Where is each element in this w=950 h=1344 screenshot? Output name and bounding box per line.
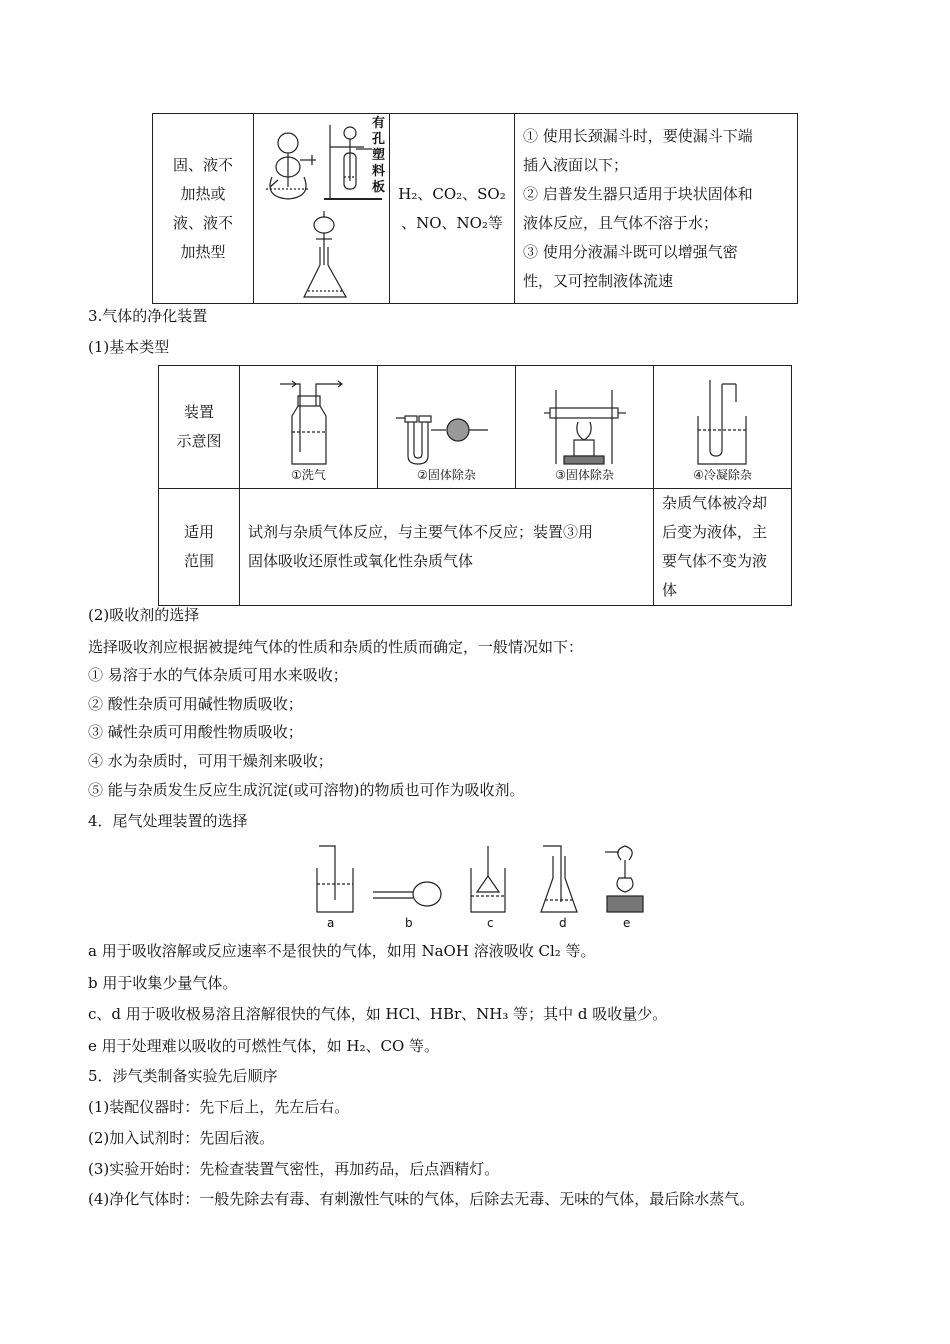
note-line: 性，又可控制液体流速 (523, 271, 674, 290)
gases-cell (390, 114, 515, 304)
type-line: 加热或 (180, 184, 226, 203)
wash-bottle-cell (240, 366, 378, 489)
section3-heading: 3.气体的净化装置 (88, 307, 208, 325)
row1-label-cell: 装置 示意图 (159, 366, 240, 489)
section4-heading: 4．尾气处理装置的选择 (88, 812, 248, 830)
para-line: (3)实验开始时：先检查装置气密性，再加药品，后点酒精灯。 (88, 1160, 500, 1178)
row2-right-cell: 杂质气体被冷却 后变为液体，主 要气体不变为液 体 (654, 489, 792, 606)
para-line: ④ 水为杂质时，可用干燥剂来吸收； (88, 752, 333, 770)
type-line: 固、液不 (172, 155, 233, 174)
tail-gas-figure (305, 840, 650, 932)
para-line: ② 酸性杂质可用碱性物质吸收； (88, 695, 303, 713)
notes-cell (515, 114, 798, 304)
flask-d-icon (541, 846, 577, 912)
gases-line: 、NO、NO₂等 (401, 213, 503, 232)
para-line: ③ 碱性杂质可用酸性物质吸收； (88, 723, 303, 741)
row2-text-cell: 试剂与杂质气体反应，与主要气体不反应；装置③用 固体吸收还原性或氧化性杂质气体 (240, 489, 654, 606)
beaker-a-icon (317, 846, 353, 912)
fig-label-b: b (405, 916, 413, 930)
caption-u-tube: ②固体除杂 (417, 467, 476, 482)
fig-label-c: c (487, 916, 494, 930)
para-line: (2)加入试剂时：先固后液。 (88, 1129, 275, 1147)
section3-sub2: (2)吸收剂的选择 (88, 606, 200, 624)
note-line: 液体反应，且气体不溶于水； (523, 213, 719, 232)
apparatus-figure-cell (254, 114, 390, 304)
para-line: e 用于处理难以吸收的可燃性气体，如 H₂、CO 等。 (88, 1037, 440, 1055)
heated-tube-cell (516, 366, 654, 489)
type-line: 液、液不 (172, 213, 233, 232)
funnel-flask-icon (304, 211, 346, 297)
wash-bottle-icon (240, 372, 377, 472)
apparatus-figure (254, 115, 389, 303)
para-line: 选择吸收剂应根据被提纯气体的性质和杂质的性质而确定，一般情况如下： (88, 638, 584, 656)
type-cell (153, 114, 254, 304)
plate-label: 有 孔 塑 料 板 (372, 116, 386, 195)
u-tube-icon (378, 372, 515, 472)
fig-label-d: d (559, 916, 567, 930)
caption-condense: ④冷凝除杂 (693, 467, 752, 482)
heated-tube-icon (516, 372, 653, 472)
burner-e-icon (605, 846, 643, 912)
generator-table (152, 113, 798, 304)
fig-label-e: e (623, 916, 631, 930)
u-tube-cell (378, 366, 516, 489)
note-line: ③ 使用分液漏斗既可以增强气密 (523, 242, 738, 261)
note-line: ② 启普发生器只适用于块状固体和 (523, 184, 753, 203)
condenser-icon (654, 372, 791, 472)
condense-cell (654, 366, 792, 489)
balloon-b-icon (373, 882, 441, 906)
kipp-generator-icon (266, 133, 316, 199)
row2-label-cell: 适用 范围 (159, 489, 240, 606)
section3-sub1: (1)基本类型 (88, 338, 170, 356)
note-line: 插入液面以下； (523, 155, 629, 174)
note-line: ① 使用长颈漏斗时，要使漏斗下端 (523, 126, 753, 145)
para-line: a 用于吸收溶解或反应速率不是很快的气体，如用 NaOH 溶液吸收 Cl₂ 等。 (88, 942, 596, 960)
caption-wash: ①洗气 (291, 467, 326, 482)
purification-table (158, 365, 792, 606)
funnel-beaker-c-icon (471, 846, 505, 912)
caption-heated: ③固体除杂 (555, 467, 614, 482)
para-line: ⑤ 能与杂质发生反应生成沉淀(或可溶物)的物质也可作为吸收剂。 (88, 781, 525, 799)
para-line: ① 易溶于水的气体杂质可用水来吸收； (88, 666, 348, 684)
section5-heading: 5．涉气类制备实验先后顺序 (88, 1067, 278, 1085)
para-line: b 用于收集少量气体。 (88, 974, 238, 992)
fig-label-a: a (327, 916, 335, 930)
para-line: (1)装配仪器时：先下后上，先左后右。 (88, 1098, 350, 1116)
type-line: 加热型 (180, 242, 226, 261)
gases-line: H₂、CO₂、SO₂ (398, 184, 506, 203)
para-line: (4)净化气体时：一般先除去有毒、有刺激性气味的气体，后除去无毒、无味的气体，最后除水蒸气。 (88, 1190, 755, 1208)
para-line: c、d 用于吸收极易溶且溶解很快的气体，如 HCl、HBr、NH₃ 等；其中 d 吸收量少。 (88, 1005, 668, 1023)
